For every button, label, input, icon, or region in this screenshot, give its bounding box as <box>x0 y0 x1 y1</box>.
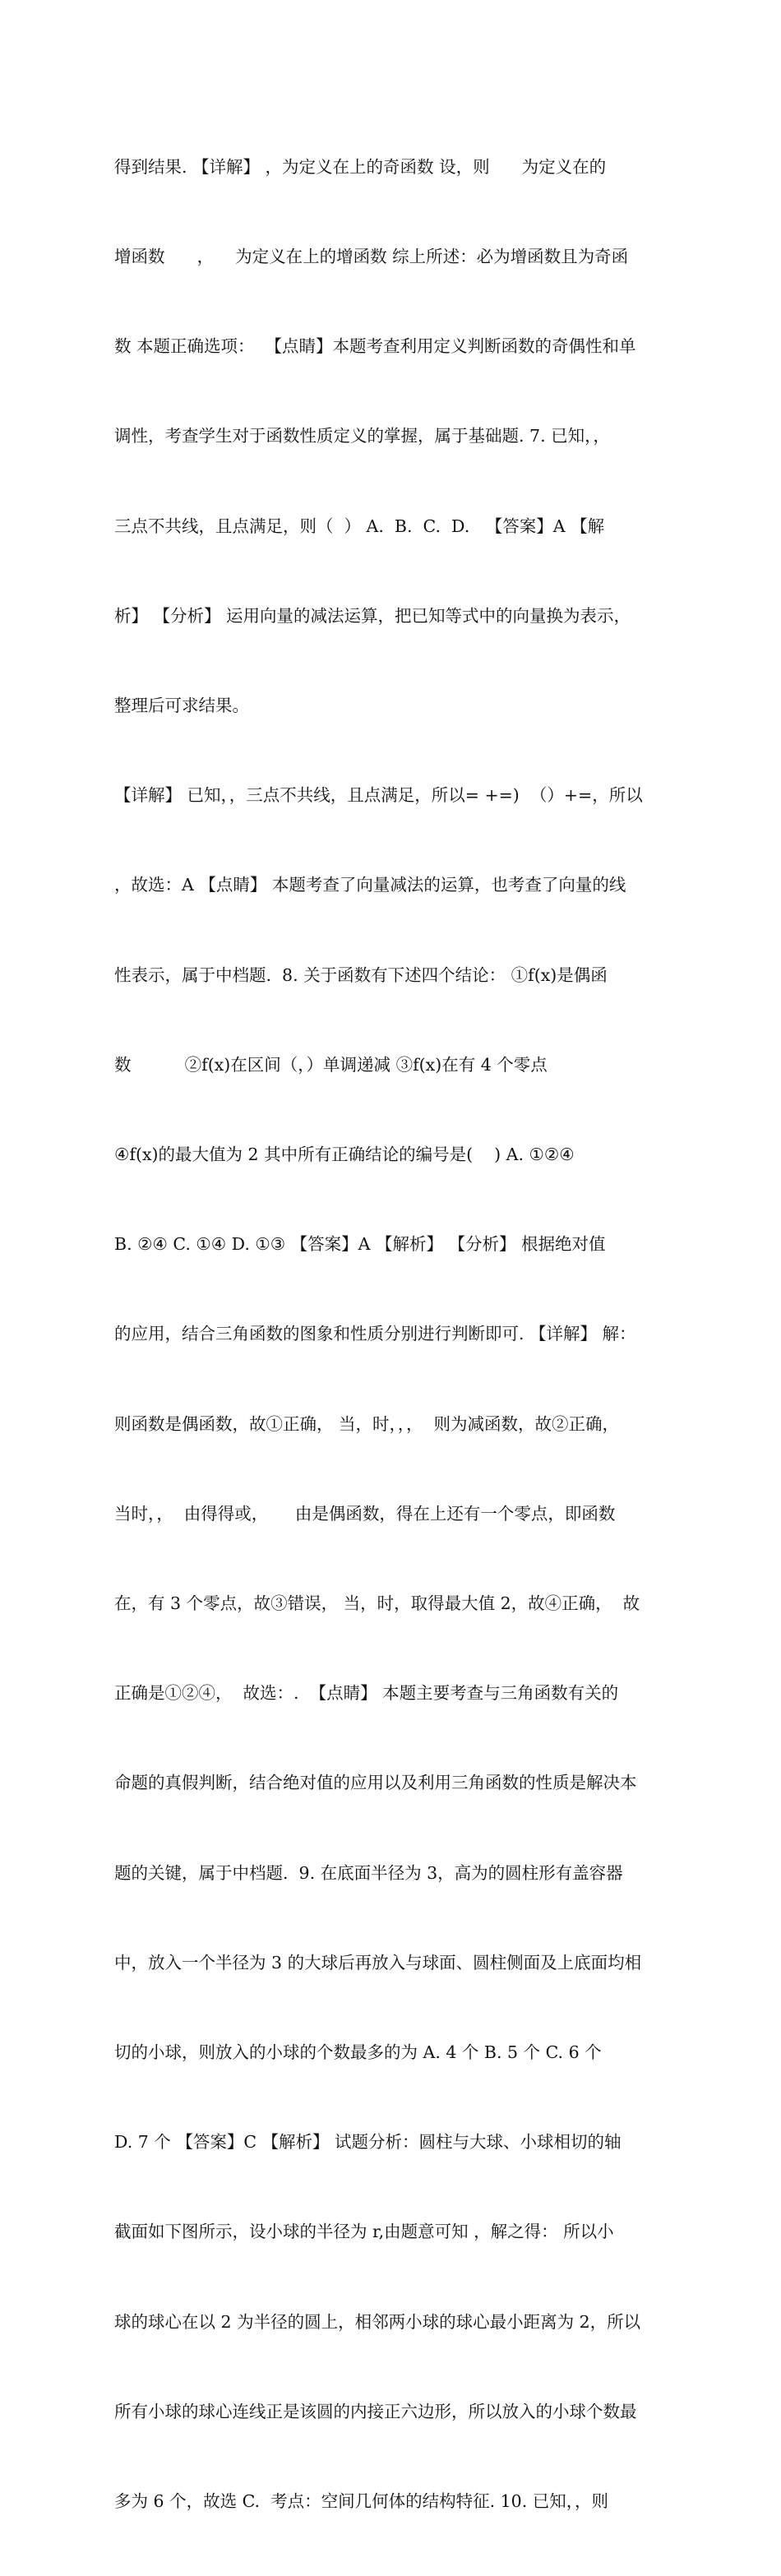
text-line: 【详解】 已知，，三点不共线，且点满足，所以= +=) （）+=，所以 <box>114 785 643 806</box>
text-line: 增函数 ， 为定义在上的增函数 综上所述：必为增函数且为奇函 <box>114 247 629 267</box>
text-line: 正确是①②④， 故选：. 【点睛】 本题主要考查与三角函数有关的 <box>114 1683 619 1704</box>
text-line: 数 本题正确选项： 【点睛】本题考查利用定义判断函数的奇偶性和单 <box>114 336 636 357</box>
text-line: 切的小球，则放入的小球的个数最多的为 A. 4 个 B. 5 个 C. 6 个 <box>114 2042 602 2063</box>
text-line: 多为 6 个，故选 C. 考点：空间几何体的结构特征. 10. 已知，，则 <box>114 2491 608 2512</box>
text-line: 则函数是偶函数，故①正确， 当，时，，， 则为减函数，故②正确， <box>114 1413 620 1434</box>
text-line: 当时，， 由得得或， 由是偶函数，得在上还有一个零点，即函数 <box>114 1503 616 1524</box>
text-line: D. 7 个 【答案】C 【解析】 试题分析：圆柱与大球、小球相切的轴 <box>114 2132 622 2153</box>
text-line: 整理后可求结果。 <box>114 696 249 716</box>
text-line: 数 ②f(x)在区间（，）单调递减 ③f(x)在有 4 个零点 <box>114 1054 548 1075</box>
text-line: 截面如下图所示，设小球的半径为 r,由题意可知 ，解之得： 所以小 <box>114 2222 614 2242</box>
text-line: B. ②④ C. ①④ D. ①③ 【答案】A 【解析】 【分析】 根据绝对值 <box>114 1234 606 1255</box>
text-line: 析】 【分析】 运用向量的减法运算，把已知等式中的向量换为表示， <box>114 605 631 626</box>
text-line: 的应用，结合三角函数的图象和性质分别进行判断即可. 【详解】 解： <box>114 1324 636 1344</box>
text-line: 命题的真假判断，结合绝对值的应用以及利用三角函数的性质是解决本 <box>114 1773 637 1793</box>
text-line: 三点不共线，且点满足，则（ ） A. B. C. D. 【答案】A 【解 <box>114 516 605 536</box>
text-line: 调性，考查学生对于函数性质定义的掌握，属于基础题. 7. 已知，， <box>114 426 610 446</box>
text-line: 球的球心在以 2 为半径的圆上，相邻两小球的球心最小距离为 2，所以 <box>114 2311 641 2332</box>
text-line: 中，放入一个半径为 3 的大球后再放入与球面、圆柱侧面及上底面均相 <box>114 1952 642 1972</box>
text-line: ④f(x)的最大值为 2 其中所有正确结论的编号是( ) A. ①②④ <box>114 1145 575 1165</box>
text-line: 性表示，属于中档题. 8. 关于函数有下述四个结论： ①f(x)是偶函 <box>114 964 608 985</box>
text-line: 在，有 3 个零点，故③错误， 当，时，取得最大值 2，故④正确， 故 <box>114 1593 640 1614</box>
text-line: 所有小球的球心连线正是该圆的内接正六边形，所以放入的小球个数最 <box>114 2401 637 2421</box>
document-body <box>114 92 673 2576</box>
text-line: 得到结果. 【详解】 ，为定义在上的奇函数 设，则 为定义在的 <box>114 156 607 177</box>
text-line: ，故选：A 【点睛】 本题考查了向量减法的运算，也考查了向量的线 <box>114 875 626 895</box>
text-line: 题的关键，属于中档题. 9. 在底面半径为 3，高为的圆柱形有盖容器 <box>114 1862 623 1883</box>
